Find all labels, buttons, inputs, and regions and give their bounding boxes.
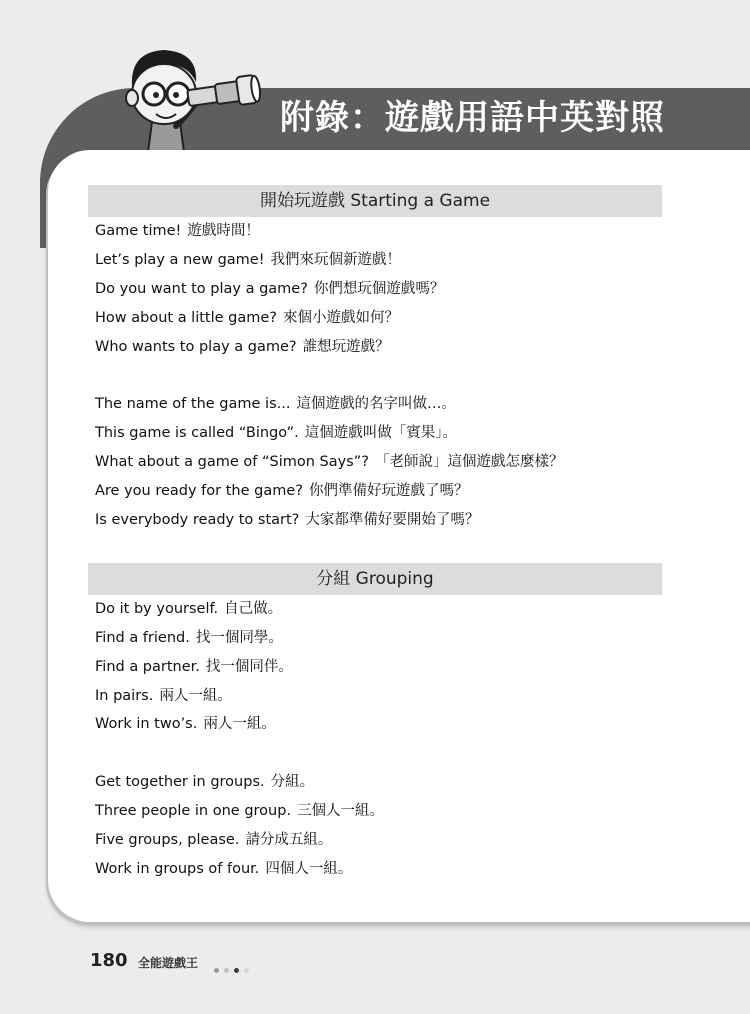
phrase-en: Get together in groups. — [95, 774, 265, 790]
phrase-en: In pairs. — [95, 688, 154, 704]
decorative-dots-icon — [214, 960, 254, 968]
phrase-zh: 兩人一組。 — [159, 688, 232, 704]
phrase-line — [95, 479, 468, 503]
section-header-grouping: 分組 Grouping — [88, 563, 662, 595]
phrase-line — [95, 799, 384, 823]
phrase-zh: 四個人一組。 — [265, 861, 353, 877]
phrase-en: Find a friend. — [95, 630, 190, 646]
phrase-line — [95, 684, 232, 708]
phrase-line — [95, 655, 293, 679]
page-title: 附錄：遊戲用語中英對照 — [280, 98, 665, 138]
phrase-line — [95, 392, 456, 416]
phrase-line — [95, 712, 276, 736]
phrase-zh: 分組。 — [270, 774, 315, 790]
phrase-line — [95, 626, 283, 650]
phrase-zh: 請分成五組。 — [245, 832, 333, 848]
phrase-zh: 這個遊戲叫做「賓果」。 — [304, 425, 457, 441]
phrase-zh: 這個遊戲的名字叫做…。 — [296, 396, 456, 412]
phrase-zh: 兩人一組。 — [203, 716, 276, 732]
phrase-en: Is everybody ready to start? — [95, 512, 300, 528]
phrase-zh: 我們來玩個新遊戲！ — [270, 252, 402, 268]
phrase-en: Who wants to play a game? — [95, 339, 297, 355]
phrase-zh: 大家都準備好要開始了嗎？ — [305, 512, 480, 528]
phrase-zh: 你們想玩個遊戲嗎？ — [313, 281, 445, 297]
phrase-line — [95, 277, 444, 301]
phrase-zh: 你們準備好玩遊戲了嗎？ — [308, 483, 469, 499]
book-title: 全能遊戲王 — [138, 956, 199, 970]
phrase-line — [95, 857, 352, 881]
phrase-zh: 遊戲時間！ — [187, 223, 260, 239]
phrase-zh: 自己做。 — [224, 601, 283, 617]
phrase-zh: 三個人一組。 — [297, 803, 385, 819]
phrase-en: The name of the game is... — [95, 396, 291, 412]
phrase-zh: 找一個同伴。 — [205, 659, 293, 675]
phrase-en: Do you want to play a game? — [95, 281, 308, 297]
phrase-line — [95, 828, 332, 852]
phrase-line — [95, 219, 260, 243]
phrase-en: How about a little game? — [95, 310, 278, 326]
phrase-en: Let’s play a new game! — [95, 252, 265, 268]
section-header-starting-a-game: 開始玩遊戲 Starting a Game — [88, 185, 662, 217]
phrase-line — [95, 450, 563, 474]
phrase-line — [95, 248, 401, 272]
phrase-line — [95, 335, 390, 359]
phrase-line — [95, 597, 282, 621]
phrase-en: Work in groups of four. — [95, 861, 260, 877]
phrase-en: Three people in one group. — [95, 803, 292, 819]
phrase-en: Do it by yourself. — [95, 601, 219, 617]
phrase-en: This game is called “Bingo”. — [95, 425, 299, 441]
mascot-telescope-icon — [118, 42, 268, 152]
phrase-zh: 誰想玩遊戲？ — [302, 339, 390, 355]
phrase-zh: 找一個同學。 — [195, 630, 283, 646]
phrase-en: Are you ready for the game? — [95, 483, 303, 499]
phrase-line — [95, 508, 479, 532]
phrase-en: What about a game of “Simon Says”? — [95, 454, 369, 470]
phrase-en: Five groups, please. — [95, 832, 240, 848]
phrase-zh: 「老師說」這個遊戲怎麼樣？ — [374, 454, 564, 470]
phrase-en: Game time! — [95, 223, 182, 239]
phrase-en: Work in two’s. — [95, 716, 198, 732]
phrase-line — [95, 421, 457, 445]
page-number: 180 — [90, 950, 128, 971]
phrase-zh: 來個小遊戲如何？ — [283, 310, 400, 326]
phrase-line — [95, 770, 314, 794]
phrase-en: Find a partner. — [95, 659, 200, 675]
phrase-line — [95, 306, 399, 330]
